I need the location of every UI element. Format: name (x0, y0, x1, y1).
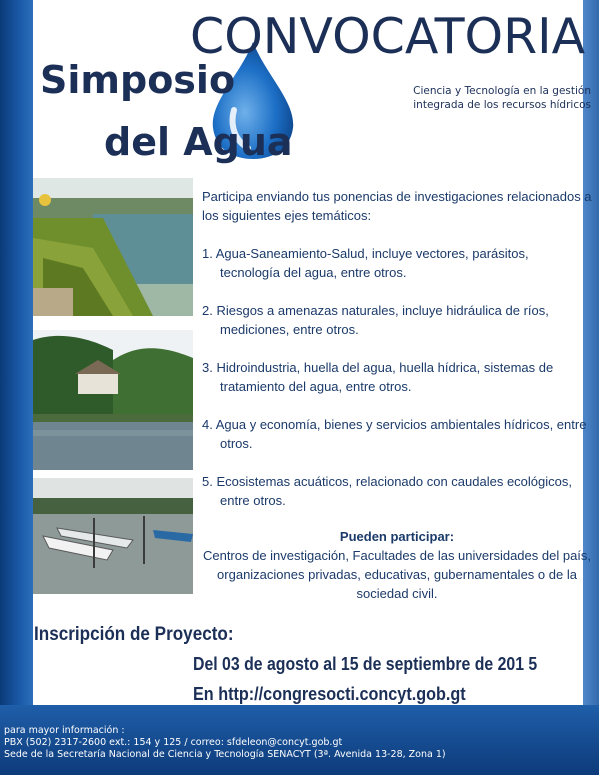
footer-line3: Sede de la Secretaría Nacional de Ciencia y Tecnología SENACYT (3ª. Avenida 13-28, Zona 1) (4, 749, 446, 760)
photo-boats (33, 478, 193, 594)
participants-heading: Pueden participar: (339, 529, 455, 544)
photo-lake-house (33, 330, 193, 470)
themes-section (202, 187, 592, 529)
participants-section (202, 527, 592, 603)
theme-item-2: 2. Riesgos a amenazas naturales, incluye hidráulica de ríos, mediciones, entre otros. (202, 303, 549, 337)
footer-contact (0, 705, 599, 775)
subtitle-line2: integrada de los recursos hídricos (413, 99, 591, 111)
participants-text: Centros de investigación, Facultades de las universidades del país, organizaciones privadas, educativas, gubernamentales o de la sociedad civil. (202, 548, 592, 601)
left-blue-band (0, 0, 33, 775)
footer-line1: para mayor información : (4, 725, 125, 736)
registration-dates: Del 03 de agosto al 15 de septiembre de 201 5 (193, 654, 538, 674)
main-title: CONVOCATORIA (190, 8, 586, 65)
photo-riverbank (33, 178, 193, 316)
theme-item-1: 1. Agua-Saneamiento-Salud, incluye vectores, parásitos, tecnología del agua, entre otros. (202, 246, 529, 280)
footer-line2: PBX (502) 2317-2600 ext.: 154 y 125 / correo: sfdeleon@concyt.gob.gt (4, 737, 343, 748)
event-title-line2: del Agua (104, 120, 293, 164)
intro-paragraph: Participa enviando tus ponencias de investigaciones relacionados a los siguientes ejes temáticos: (202, 189, 592, 223)
registration-url[interactable]: En http://congresocti.concyt.gob.gt (193, 684, 466, 704)
registration-heading: Inscripción de Proyecto: (34, 624, 234, 645)
subtitle (396, 84, 591, 112)
theme-item-3: 3. Hidroindustria, huella del agua, huella hídrica, sistemas de tratamiento del agua, entre otros. (202, 360, 554, 394)
theme-item-5: 5. Ecosistemas acuáticos, relacionado con caudales ecológicos, entre otros. (202, 474, 572, 508)
theme-item-4: 4. Agua y economía, bienes y servicios ambientales hídricos, entre otros. (202, 417, 587, 451)
subtitle-line1: Ciencia y Tecnología en la gestión (413, 85, 591, 97)
event-title-line1: Simposio (40, 58, 236, 102)
